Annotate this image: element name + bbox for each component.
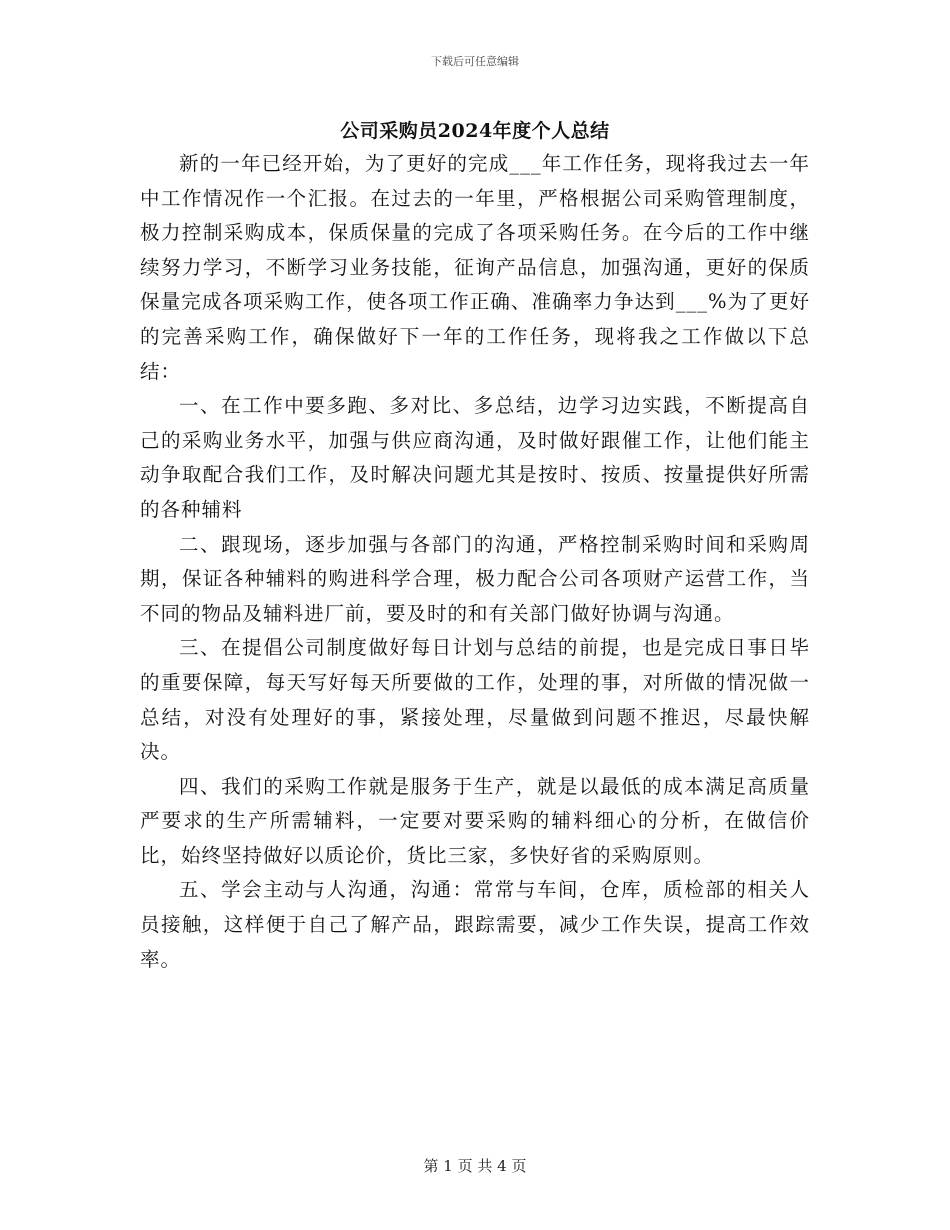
page-number: 第 1 页 共 4 页 xyxy=(423,1157,527,1175)
header-note: 下载后可任意编辑 xyxy=(431,55,519,68)
document-body xyxy=(140,147,810,977)
paragraph-point-5: 五、学会主动与人沟通，沟通：常常与车间，仓库，质检部的相关人员接触，这样便于自己了解产品，跟踪需要，减少工作失误，提高工作效率。 xyxy=(140,878,810,971)
paragraph-point-4: 四、我们的采购工作就是服务于生产，就是以最低的成本满足高质量严要求的生产所需辅料，一定要对要采购的辅料细心的分析，在做信价比，始终坚持做好以质论价，货比三家，多快好省的采购原则。 xyxy=(140,774,810,867)
paragraph-intro: 新的一年已经开始，为了更好的完成___年工作任务，现将我过去一年中工作情况作一个汇报。在过去的一年里，严格根据公司采购管理制度，极力控制采购成本，保质保量的完成了各项采购任务。在今后的工作中继续努力学习，不断学习业务技能，征询产品信息，加强沟通，更好的保质保量完成各项采购工作，使各项工作正确、准确率力争达到___%为了更好的完善采购工作，确保做好下一年的工作任务，现将我之工作做以下总结： xyxy=(140,152,810,383)
document-title: 公司采购员2024年度个人总结 xyxy=(340,120,610,142)
paragraph-point-3: 三、在提倡公司制度做好每日计划与总结的前提，也是完成日事日毕的重要保障，每天写好每天所要做的工作，处理的事，对所做的情况做一总结，对没有处理好的事，紧接处理，尽量做到问题不推迟，尽最快解决。 xyxy=(140,636,810,764)
paragraph-point-1: 一、在工作中要多跑、多对比、多总结，边学习边实践，不断提高自己的采购业务水平，加强与供应商沟通，及时做好跟催工作，让他们能主动争取配合我们工作，及时解决问题尤其是按时、按质、按量提供好所需的各种辅料 xyxy=(140,394,810,521)
paragraph-point-2: 二、跟现场，逐步加强与各部门的沟通，严格控制采购时间和采购周期，保证各种辅料的购进科学合理，极力配合公司各项财产运营工作，当不同的物品及辅料进厂前，要及时的和有关部门做好协调与沟通。 xyxy=(140,532,810,625)
